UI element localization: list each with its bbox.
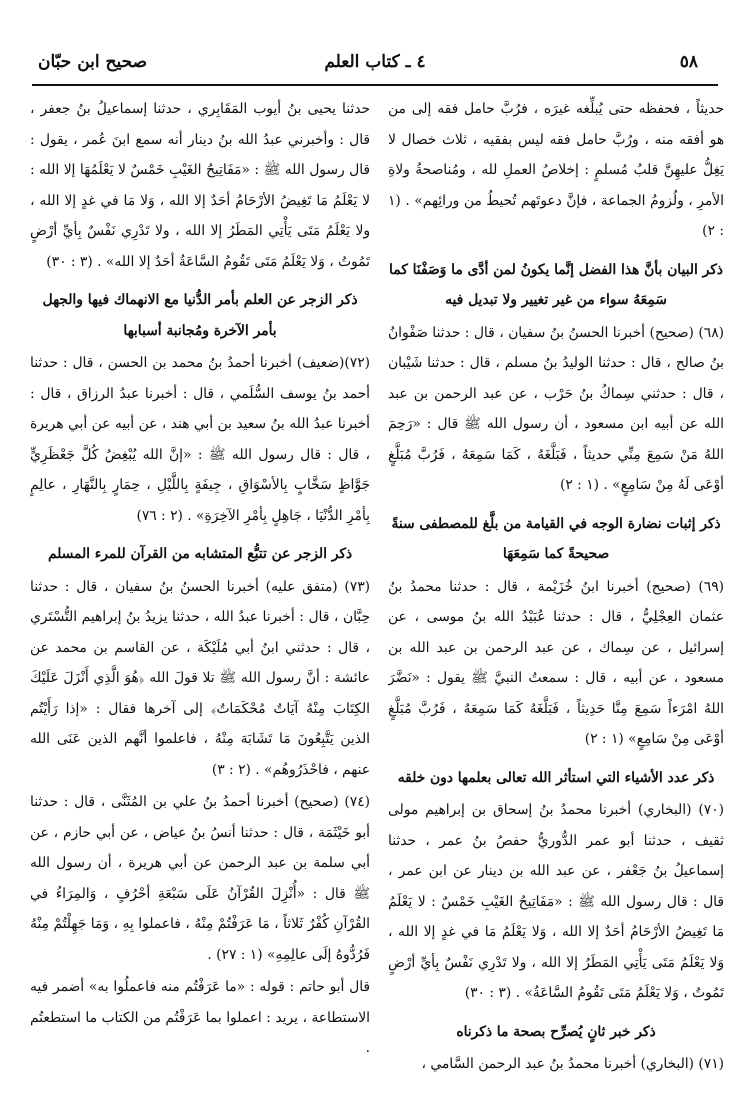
commentary: قال أبو حاتم : قوله : «ما عَرَفْتُم منه فاعملُوا به» أضمر فيه الاستطاعة ، يريد : اعملوا بما عَرَفْتُم من الكتاب ما استطعتُم . (30, 979, 370, 1056)
hadith-69: (٦٩) (صحيح) أخبرنا ابنُ خُزَيْمة ، قال : حدثنا محمدُ بنُ عثمان العِجْلِيُّ ، قال : حدثنا عُبَيْدُ الله بنُ موسى ، عن إسرائيل ، عن سِماك ، عن عبد الرحمن بن عبد الله بن مسعود ، عن أبيه ، قال : سمعتُ النبيَّ ﷺ يقول : «نَضَّرَ اللهُ امْرَءاً سَمِعَ مِنَّا حَدِيثاً ، فَبَلَّغَهُ كَمَا سَمِعَهُ ، فَرُبَّ مُبَلَّغٍ أوْعَى مِنْ سَامِعٍ» (١ : ٢) (388, 578, 724, 747)
section-heading: ذكر البيان بأنَّ هذا الفضل إنَّما يكونُ لمن أدَّى ما وَصَفْنَا كما سَمِعَهُ سواء من غير تغيير ولا تبديل فيه (389, 261, 723, 308)
section-heading: ذكر الزجر عن العلم بأمر الدُّنيا مع الانهماك فيها والجهل بأمر الآخرة ومُجانبة أسبابها (42, 292, 358, 339)
hadith-73: (٧٣) (متفق عليه) أخبرنا الحسنُ بنُ سفيان ، قال : حدثنا حِبَّان ، قال : أخبرنا عبدُ الله ، حدثنا يزيدُ بنُ إبراهيم التُّسْتَري ، قال : حدثني ابنُ أبي مُلَيْكَة ، عن القاسم بن محمد عن عائشة : أنَّ رسول الله ﷺ تلا قولَ الله ﴿هُوَ الَّذِي أَنْزَلَ عَلَيْكَ الكِتَابَ مِنْهُ آيَاتٌ مُحْكَمَاتٌ﴾ إلى آخرها فقال : «إذا رَأَيْتُم الذين يَتَّبِعُونَ مَا تَشَابَهَ مِنْهُ ، فاعلموا أنَّهم الذين عَنَى الله عنهم ، فاحْذَرُوهُم» . (٢ : ٣) (30, 578, 370, 778)
book-title: صحيح ابن حبّان (38, 52, 148, 72)
header-rule (32, 84, 718, 86)
hadith-68: (٦٨) (صحيح) أخبرنا الحسنُ بنُ سفيان ، قال : حدثنا صَفْوانُ بنُ صالح ، قال : حدثنا الوليدُ بنُ مسلم ، قال : حدثنا شَيْبان ، قال : حدثني سِماكُ بنُ حَرْب ، عن عبد الرحمن بن عبد الله عن أبيه ابن مسعود ، أن رسول الله ﷺ قال : «رَحِمَ اللهُ مَنْ سَمِعَ مِنِّي حديثاً ، فَبَلَّغَهُ ، كَمَا سَمِعَهُ ، فَرُبَّ مُبَلَّغٍ أوْعَى لَهُ مِنْ سَامِعٍ» . (١ : ٢) (388, 324, 724, 493)
hadith-70: (٧٠) (البخاري) أخبرنا محمدُ بنُ إسحاق بن إبراهيم مولى ثقيف ، حدثنا أبو عمر الدُّوريُّ حفصُ بنُ عمر ، حدثنا إسماعيلُ بنُ جَعْفر ، عن عبد الله بن دينار عن ابن عمر ، قال : قال رسول الله ﷺ : «مَفَاتِيحُ الغَيْبِ خَمْسٌ : لا يَعْلَمُ مَا تَغِيضُ الأرْحَامُ أحَدٌ إلا الله ، وَلا يَعْلَمُ مَا في غدٍ إلا الله ، وَلا يَعْلَمُ مَتَى يَأْتِي المَطَرُ إلا الله ، ولا تَدْرِي نَفْسٌ بِأيِّ أرْضٍ تَمُوتُ ، وَلا يَعْلَمُ مَتَى تَقُومُ السَّاعَةُ» . (٣ : ٣٠) (388, 802, 724, 1001)
chapter-title: ٤ ـ كتاب العلم (324, 52, 426, 72)
section-heading: ذكر خبر ثانٍ يُصرِّح بصحة ما ذكرناه (456, 1023, 656, 1040)
paragraph: حديثاً ، فحفظه حتى يُبلِّغه غيرَه ، فرُبَّ حامل فقه إلى من هو أفقه منه ، ورُبَّ حامل فقه ليس بفقيه ، ثلاث خصال لا يَغِلُّ عليهِنَّ قلبُ مُسلمٍ : إخلاصُ العملِ لله ، ومُناصحةُ ولاةِ الأمرِ ، ولُزومُ الجماعة ، فإنَّ دعوتَهم تُحيطُ من ورائِهم» . (١ : ٢) (388, 101, 724, 239)
left-column (30, 94, 370, 1094)
section-heading: ذكر الزجر عن تتبُّع المتشابه من القرآن للمرء المسلم (47, 546, 353, 562)
page-number: ٥٨ (679, 52, 698, 72)
page-header (30, 48, 720, 82)
section-heading: ذكر عدد الأشياء التي استأثر الله تعالى بعلمها دون خلقه (397, 769, 715, 786)
hadith-74: (٧٤) (صحيح) أخبرنا أحمدُ بنُ علي بن المُثَنَّى ، قال : حدثنا أبو خَيْثَمَة ، قال : حدثنا أنسُ بنُ عياض ، عن أبي حازم ، عن أبي سلمة بن عبد الرحمن عن أبي هريرة ، أن رسول الله ﷺ قال : «أُنْزِلَ القُرْآنُ عَلَى سَبْعَةِ أحْرُفٍ ، وَالمِرَاءُ في القُرْآنِ كُفْرٌ ثَلاثاً ، مَا عَرَفْتُمْ مِنْهُ ، فاعملوا بِهِ ، وَمَا جَهِلْتُمْ مِنْهُ فَرُدُّوهُ إلَى عالِمِهِ» (١ : ٢٧) . (30, 794, 370, 963)
paragraph: حدثنا يحيى بنُ أيوب المَقَابِري ، حدثنا إسماعيلُ بنُ جعفر ، قال : وأخبرني عبدُ الله بنُ دينار أنه سمع ابنَ عُمر ، يقول : قال رسول الله ﷺ : «مَفَاتِيحُ الغَيْبِ خَمْسٌ لا يَعْلَمُهَا إلا الله : لا يَعْلَمُ مَا تَغِيضُ الأرْحَامُ أحَدٌ إلا الله ، وَلا مَا في غدٍ إلا الله ، ولا يَعْلَمُ مَتَى يَأْتِي المَطَرُ إلا الله ، ولا تَدْرِي نَفْسٌ بِأيِّ أرْضٍ تَمُوتُ ، وَلا يَعْلَمُ مَتَى تَقُومُ السَّاعَةُ أحَدٌ إلا الله» . (٣ : ٣٠) (30, 101, 370, 270)
section-heading: ذكر إثبات نضارة الوجه في القيامة من بلَّغ للمصطفى سنةً صحيحةً كما سَمِعَهَا (391, 515, 721, 562)
hadith-71: (٧١) (البخاري) أخبرنا محمدُ بنُ عبد الرحمن السَّامي ، (421, 1056, 724, 1072)
right-column (388, 94, 724, 1094)
hadith-72: (٧٢)(ضعيف) أخبرنا أحمدُ بنُ محمد بن الحسن ، قال : حدثنا أحمد بنُ يوسف السُّلَمي ، قال : أخبرنا عبدُ الرزاق ، قال : أخبرنا عبدُ الله بنُ سعيد بن أبي هند ، عن أبيه عن أبي هريرة ، قال : قال رسول الله ﷺ : «إنَّ الله يُبْغِضُ كُلَّ جَعْظَرِيٍّ جَوَّاظٍ سَخَّابٍ بِالأسْوَاقِ ، جِيفَةٍ بِاللَّيْلِ ، حِمَارٍ بِالنَّهَارِ ، عالِمٍ بِأمْرِ الدُّنْيَا ، جَاهِلٍ بِأمْرِ الآخِرَةِ» . (٢ : ٧٦) (30, 355, 370, 524)
